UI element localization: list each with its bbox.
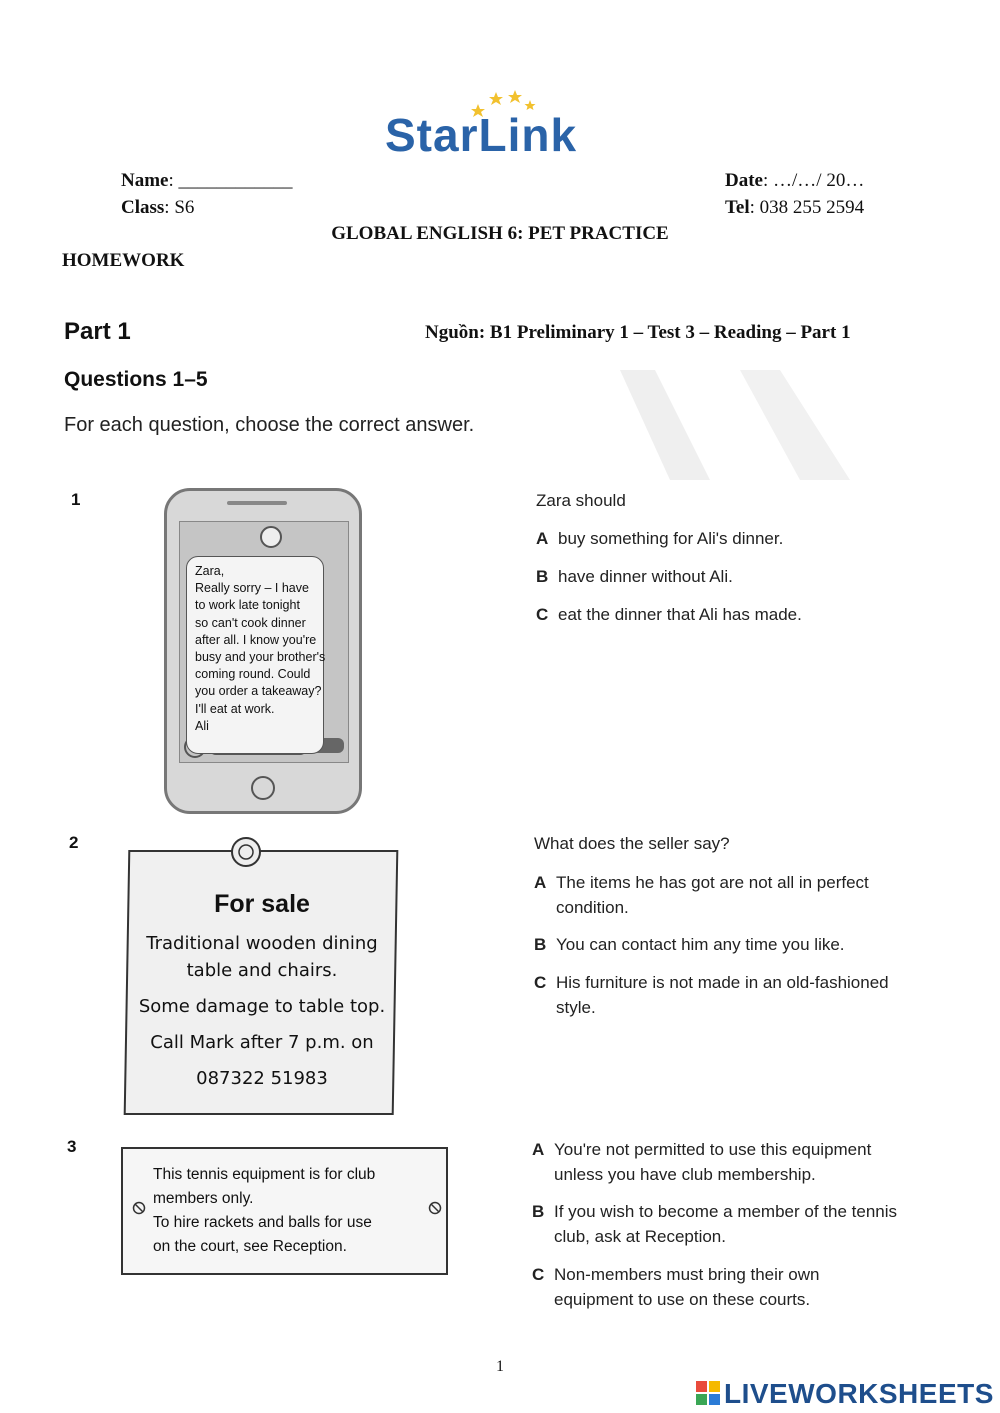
question-number: 2 bbox=[69, 833, 79, 852]
message-line: you order a takeaway? bbox=[195, 684, 322, 699]
message-line: Ali bbox=[195, 718, 209, 733]
option-text: If you wish to become a member of the tennis club, ask at Reception. bbox=[554, 1202, 898, 1246]
liveworksheets-watermark: LIVEWORKSHEETS bbox=[724, 1378, 994, 1409]
option-text: You can contact him any time you like. bbox=[556, 935, 845, 954]
logo-text: StarLink bbox=[385, 109, 578, 161]
part-title: Part 1 bbox=[64, 318, 131, 345]
notice-line: To hire rackets and balls for use bbox=[153, 1214, 372, 1231]
option-letter: A bbox=[532, 1140, 545, 1159]
notice-text bbox=[153, 1163, 423, 1259]
option-text: buy something for Ali's dinner. bbox=[558, 529, 784, 548]
option-letter: B bbox=[532, 1202, 545, 1221]
answer-option[interactable] bbox=[534, 870, 904, 920]
date-value: : …/…/ 20… bbox=[762, 170, 865, 191]
notice-line: on the court, see Reception. bbox=[153, 1238, 347, 1255]
question-number: 3 bbox=[67, 1137, 77, 1156]
name-field bbox=[121, 170, 293, 192]
option-letter: C bbox=[534, 973, 547, 992]
answer-option[interactable] bbox=[536, 564, 906, 589]
option-letter: A bbox=[534, 873, 547, 892]
message-line: to work late tonight bbox=[195, 598, 300, 613]
question-stem: Zara should bbox=[536, 491, 626, 510]
answer-option[interactable] bbox=[536, 526, 906, 551]
source-line: Nguồn: B1 Preliminary 1 – Test 3 – Reading – Part 1 bbox=[425, 322, 851, 343]
answer-option[interactable] bbox=[532, 1137, 902, 1187]
option-text: The items he has got are not all in perfect condition. bbox=[556, 873, 869, 917]
option-text: have dinner without Ali. bbox=[558, 567, 733, 586]
sign-line: table and chairs. bbox=[186, 960, 338, 981]
question-number: 1 bbox=[71, 490, 81, 509]
instruction: For each question, choose the correct answer. bbox=[64, 414, 475, 436]
message-line: I'll eat at work. bbox=[195, 701, 275, 716]
message-line: busy and your brother's bbox=[195, 650, 326, 665]
date-label: Date bbox=[725, 170, 763, 191]
sign-line: Some damage to table top. bbox=[138, 996, 386, 1017]
answer-option[interactable] bbox=[534, 932, 904, 957]
answer-option[interactable] bbox=[536, 602, 906, 627]
name-value: : ____________ bbox=[168, 170, 293, 191]
sign-title: For sale bbox=[214, 890, 310, 918]
message-line: Really sorry – I have bbox=[195, 581, 309, 596]
option-text: eat the dinner that Ali has made. bbox=[558, 605, 802, 624]
message-line: Zara, bbox=[195, 564, 225, 578]
option-text: You're not permitted to use this equipment unless you have club membership. bbox=[554, 1140, 872, 1184]
notice-line: members only. bbox=[153, 1190, 254, 1207]
option-letter: A bbox=[536, 529, 549, 548]
starlink-logo bbox=[385, 88, 615, 160]
page-number: 1 bbox=[496, 1358, 504, 1375]
answer-option[interactable] bbox=[532, 1262, 902, 1312]
liveworksheets-logo-icon bbox=[696, 1381, 720, 1405]
class-label: Class bbox=[121, 197, 165, 218]
option-text: Non-members must bring their own equipment to use on these courts. bbox=[554, 1265, 820, 1309]
notice-line: This tennis equipment is for club bbox=[153, 1166, 376, 1183]
option-letter: B bbox=[536, 567, 549, 586]
screw-icon bbox=[428, 1201, 442, 1215]
text-message bbox=[186, 556, 324, 754]
message-line: after all. I know you're bbox=[195, 632, 317, 647]
sign-line: 087322 51983 bbox=[196, 1068, 328, 1089]
contact-avatar-icon bbox=[260, 526, 282, 548]
date-field bbox=[725, 170, 864, 192]
screw-icon bbox=[132, 1201, 146, 1215]
tel-value: : 038 255 2594 bbox=[749, 197, 865, 218]
message-line: so can't cook dinner bbox=[195, 615, 306, 630]
class-value: : S6 bbox=[164, 197, 195, 218]
homework-label: HOMEWORK bbox=[62, 250, 185, 271]
question-stem: What does the seller say? bbox=[534, 834, 730, 853]
option-text: His furniture is not made in an old-fashioned style. bbox=[556, 973, 889, 1017]
answer-option[interactable] bbox=[534, 970, 904, 1020]
message-line: coming round. Could bbox=[195, 667, 311, 682]
tel-label: Tel bbox=[725, 197, 750, 218]
home-button-icon bbox=[251, 776, 275, 800]
sign-line: Traditional wooden dining bbox=[146, 933, 378, 954]
sign-line: Call Mark after 7 p.m. on bbox=[150, 1032, 374, 1053]
class-field bbox=[121, 197, 194, 219]
answer-option[interactable] bbox=[532, 1199, 902, 1249]
questions-range: Questions 1–5 bbox=[64, 368, 208, 391]
option-letter: B bbox=[534, 935, 547, 954]
name-label: Name bbox=[121, 170, 169, 191]
pushpin-icon bbox=[226, 832, 272, 878]
watermark-graphic bbox=[560, 340, 880, 480]
option-letter: C bbox=[536, 605, 549, 624]
option-letter: C bbox=[532, 1265, 545, 1284]
worksheet-title: GLOBAL ENGLISH 6: PET PRACTICE bbox=[331, 223, 669, 244]
tel-field bbox=[725, 197, 864, 219]
phone-speaker bbox=[227, 501, 287, 505]
